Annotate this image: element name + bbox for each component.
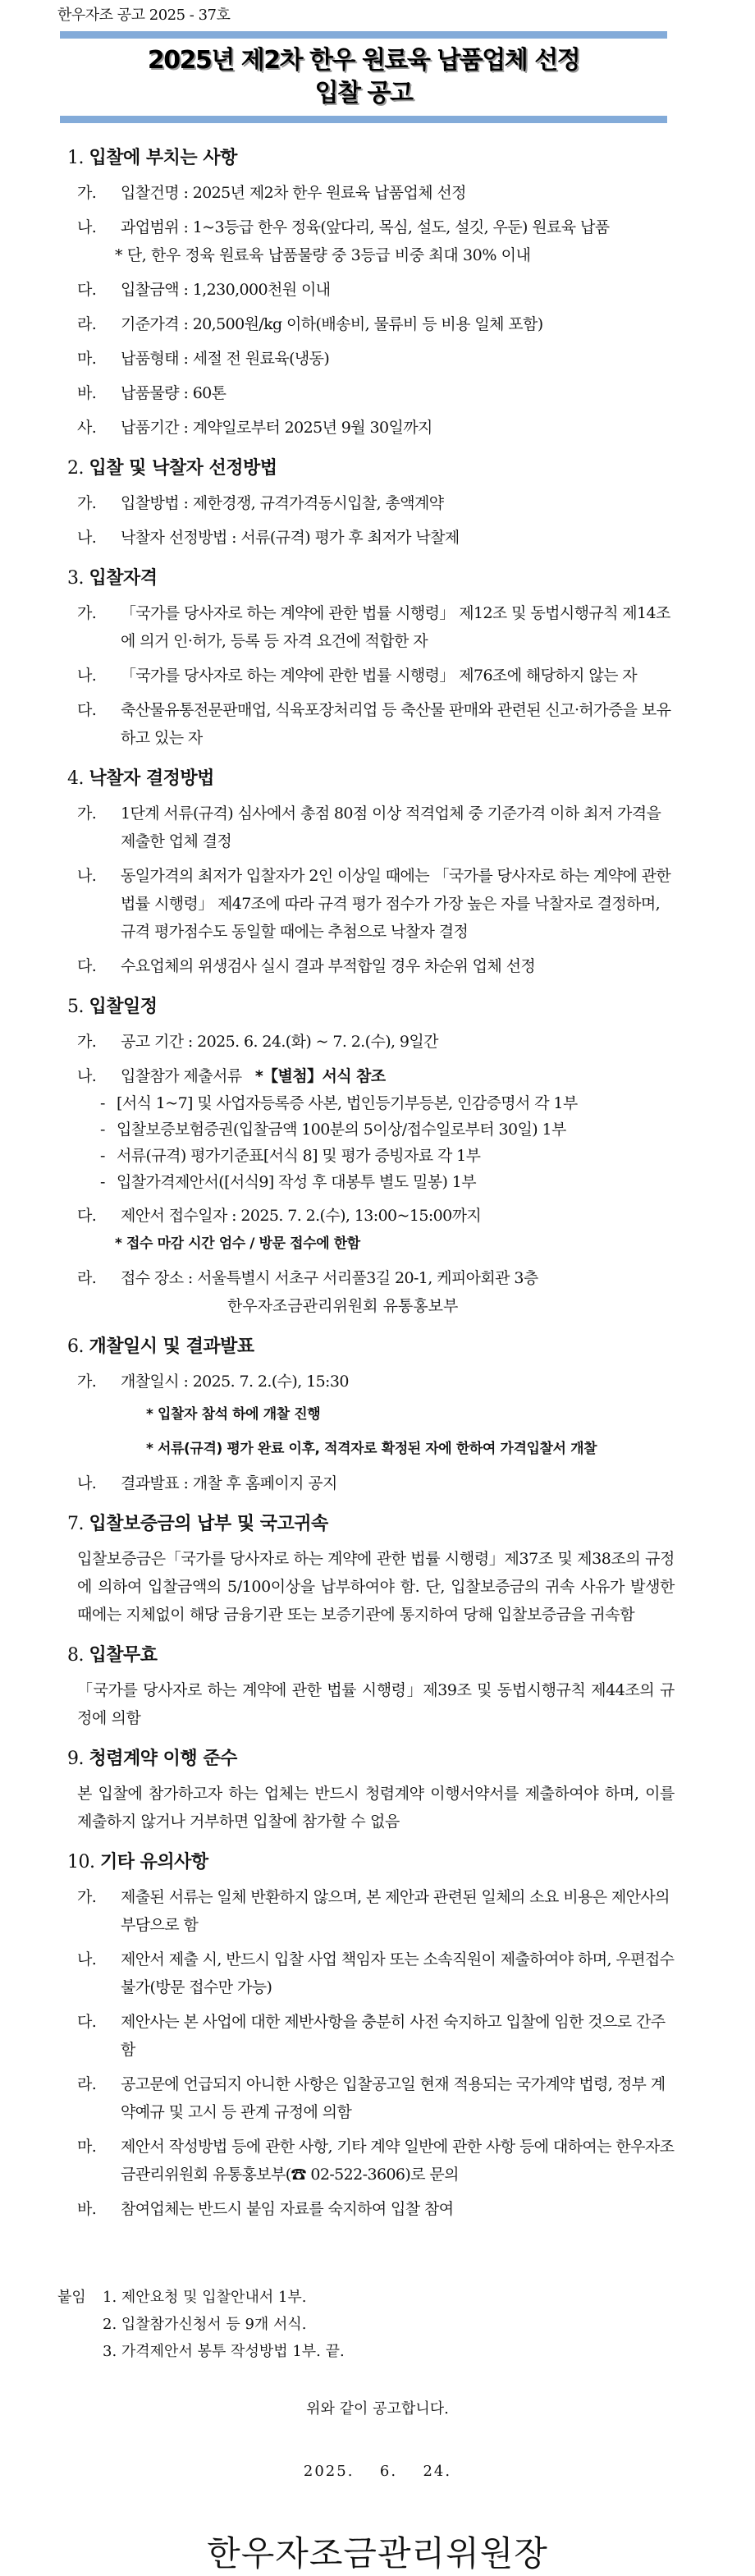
attachments: [57, 2284, 345, 2365]
attachment-item: 3. 가격제안서 봉투 작성방법 1부. 끝.: [103, 2343, 345, 2360]
list-item: 나. 결과발표 : 개찰 후 홈페이지 공지: [77, 1474, 337, 1492]
announcement-date: 2025. 6. 24.: [303, 2463, 452, 2480]
list-item: 가. 입찰방법 : 제한경쟁, 규격가격동시입찰, 총액계약: [77, 494, 444, 512]
list-item: 다. 입찰금액 : 1,230,000천원 이내: [77, 281, 331, 299]
paragraph: 입찰보증금은「국가를 당사자로 하는 계약에 관한 법률 시행령」제37조 및 제38조의 규정에 의하여 입찰금액의 5/100이상을 납부하여야 함. 단, 입찰보증금의 귀속 사유가 발생한 때에는 지체없이 해당 금융기관 또는 보증기관에 통지하여 당해 입찰보증금을 귀속함: [77, 1550, 675, 1624]
list-item: 나. 동일가격의 최저가 입찰자가 2인 이상일 때에는 「국가를 당사자로 하는 계약에 관한 법률 시행령」 제47조에 따라 규격 평가 점수가 가장 높은 자를 낙찰자로 결정하며, 규격 평가점수도 동일할 때에는 추첨으로 낙찰자 결정: [77, 867, 671, 941]
list-item: 마. 제안서 작성방법 등에 관한 사항, 기타 계약 일반에 관한 사항 등에 대하여는 한우자조금관리위원회 유통홍보부(☎ 02-522-3606)로 문의: [77, 2138, 675, 2184]
list-item: 바. 참여업체는 반드시 붙임 자료를 숙지하여 입찰 참여: [77, 2200, 454, 2218]
section-heading: 6. 개찰일시 및 결과발표: [67, 1336, 254, 1357]
attachments-label: 붙임: [57, 2289, 86, 2306]
section-heading: 5. 입찰일정: [67, 997, 158, 1017]
attachment-item: 2. 입찰참가신청서 등 9개 서식.: [103, 2316, 307, 2333]
list-item: 라. 공고문에 언급되지 아니한 사항은 입찰공고일 현재 적용되는 국가계약 법령, 정부 계약예규 및 고시 등 관계 규정에 의함: [77, 2075, 666, 2121]
document-item: - 입찰보증보험증권(입찰금액 100분의 5이상/접수일로부터 30일) 1부: [100, 1121, 566, 1139]
note: * 단, 한우 정육 원료육 납품물량 중 3등급 비중 최대 30% 이내: [115, 246, 531, 264]
title-line-1: 2025년 제2차 한우 원료육 납품업체 선정: [147, 46, 580, 75]
doc-number: 한우자조 공고 2025 - 37호: [57, 7, 231, 24]
list-item: 다. 축산물유통전문판매업, 식육포장처리업 등 축산물 판매와 관련된 신고·허가증을 보유하고 있는 자: [77, 701, 671, 747]
list-item: 가. 입찰건명 : 2025년 제2차 한우 원료육 납품업체 선정: [77, 184, 466, 202]
closing-statement: 위와 같이 공고합니다.: [306, 2400, 449, 2418]
page-title: [60, 44, 667, 110]
address-line-2: 한우자조금관리위원회 유통홍보부: [227, 1297, 459, 1315]
paragraph: 「국가를 당사자로 하는 계약에 관한 법률 시행령」제39조 및 동법시행규칙 제44조의 규정에 의함: [77, 1681, 675, 1727]
announcement-body: [67, 144, 675, 2236]
attachment-reference-note: *【별첨】서식 참조: [254, 1067, 386, 1085]
section-heading: 3. 입찰자격: [67, 568, 158, 589]
attachment-item: 붙임 1. 제안요청 및 입찰안내서 1부.: [57, 2284, 345, 2311]
list-item: 라. 기준가격 : 20,500원/kg 이하(배송비, 물류비 등 비용 일체 포함): [77, 315, 543, 333]
section-8: [67, 1642, 675, 1732]
section-6: [67, 1333, 675, 1497]
document-item: - 서류(규격) 평가기준표[서식 8] 및 평가 증빙자료 각 1부: [100, 1147, 481, 1165]
section-heading: 1. 입찰에 부치는 사항: [67, 148, 237, 168]
section-heading: 10. 기타 유의사항: [67, 1852, 208, 1872]
section-5: [67, 993, 675, 1320]
note: * 접수 마감 시간 엄수 / 방문 접수에 한함: [115, 1235, 360, 1252]
list-item: 사. 납품기간 : 계약일로부터 2025년 9월 30일까지: [77, 419, 432, 437]
section-3: [67, 565, 675, 752]
list-item: 나. 제안서 제출 시, 반드시 입찰 사업 책임자 또는 소속직원이 제출하여야 하며, 우편접수 불가(방문 접수만 가능): [77, 1950, 675, 1996]
section-heading: 2. 입찰 및 낙찰자 선정방법: [67, 458, 277, 479]
section-heading: 4. 낙찰자 결정방법: [67, 768, 214, 789]
section-heading: 7. 입찰보증금의 납부 및 국고귀속: [67, 1514, 328, 1534]
list-item: 다. 제안서 접수일자 : 2025. 7. 2.(수), 13:00~15:00까지: [77, 1207, 482, 1225]
list-item: 가. 개찰일시 : 2025. 7. 2.(수), 15:30: [77, 1373, 349, 1391]
note: * 서류(규격) 평가 완료 이후, 적격자로 확정된 자에 한하여 가격입찰서 개찰: [146, 1441, 597, 1457]
list-item: 다. 수요업체의 위생검사 실시 결과 부적합일 경우 차순위 업체 선정: [77, 957, 536, 975]
section-9: [67, 1745, 675, 1836]
list-item: 가. 공고 기간 : 2025. 6. 24.(화) ~ 7. 2.(수), 9일간: [77, 1033, 438, 1051]
document-item: - [서식 1~7] 및 사업자등록증 사본, 법인등기부등본, 인감증명서 각 1부: [100, 1094, 578, 1112]
document-item: - 입찰가격제안서([서식9] 작성 후 대봉투 별도 밀봉) 1부: [100, 1173, 476, 1191]
list-item: 가. 1단계 서류(규격) 심사에서 총점 80점 이상 적격업체 중 기준가격 이하 최저 가격을 제출한 업체 결정: [77, 804, 661, 850]
section-1: [67, 144, 675, 442]
list-item: 마. 납품형태 : 세절 전 원료육(냉동): [77, 350, 330, 368]
title-line-2: 입찰 공고: [314, 79, 413, 108]
list-item: 라. 접수 장소 : 서울특별시 서초구 서리풀3길 20-1, 케피아회관 3층: [77, 1269, 538, 1287]
list-item: 나. 입찰참가 제출서류 *【별첨】서식 참조: [77, 1067, 386, 1085]
list-item: 가. 「국가를 당사자로 하는 계약에 관한 법률 시행령」 제12조 및 동법시행규칙 제14조에 의거 인·허가, 등록 등 자격 요건에 적합한 자: [77, 604, 670, 650]
list-item: 나. 과업범위 : 1~3등급 한우 정육(앞다리, 목심, 설도, 설깃, 우둔) 원료육 납품: [77, 218, 610, 236]
section-heading: 9. 청렴계약 이행 준수: [67, 1749, 237, 1769]
note: * 입찰자 참석 하에 개찰 진행: [146, 1406, 321, 1423]
section-2: [67, 455, 675, 552]
section-10: [67, 1849, 675, 2223]
signer: 한우자조금관리위원장: [207, 2533, 548, 2574]
list-item: 나. 「국가를 당사자로 하는 계약에 관한 법률 시행령」 제76조에 해당하지 않는 자: [77, 667, 638, 685]
title-bar-top: [60, 31, 667, 39]
section-4: [67, 765, 675, 980]
list-item: 가. 제출된 서류는 일체 반환하지 않으며, 본 제안과 관련된 일체의 소요 비용은 제안사의 부담으로 함: [77, 1888, 670, 1934]
section-heading: 8. 입찰무효: [67, 1645, 158, 1666]
title-bar-bottom: [60, 116, 667, 123]
list-item: 나. 낙찰자 선정방법 : 서류(규격) 평가 후 최저가 낙찰제: [77, 529, 460, 547]
list-item: 바. 납품물량 : 60톤: [77, 384, 226, 402]
section-7: [67, 1510, 675, 1629]
list-item: 다. 제안사는 본 사업에 대한 제반사항을 충분히 사전 숙지하고 입찰에 임한 것으로 간주함: [77, 2013, 666, 2059]
paragraph: 본 입찰에 참가하고자 하는 업체는 반드시 청렴계약 이행서약서를 제출하여야 하며, 이를 제출하지 않거나 거부하면 입찰에 참가할 수 없음: [77, 1785, 675, 1831]
